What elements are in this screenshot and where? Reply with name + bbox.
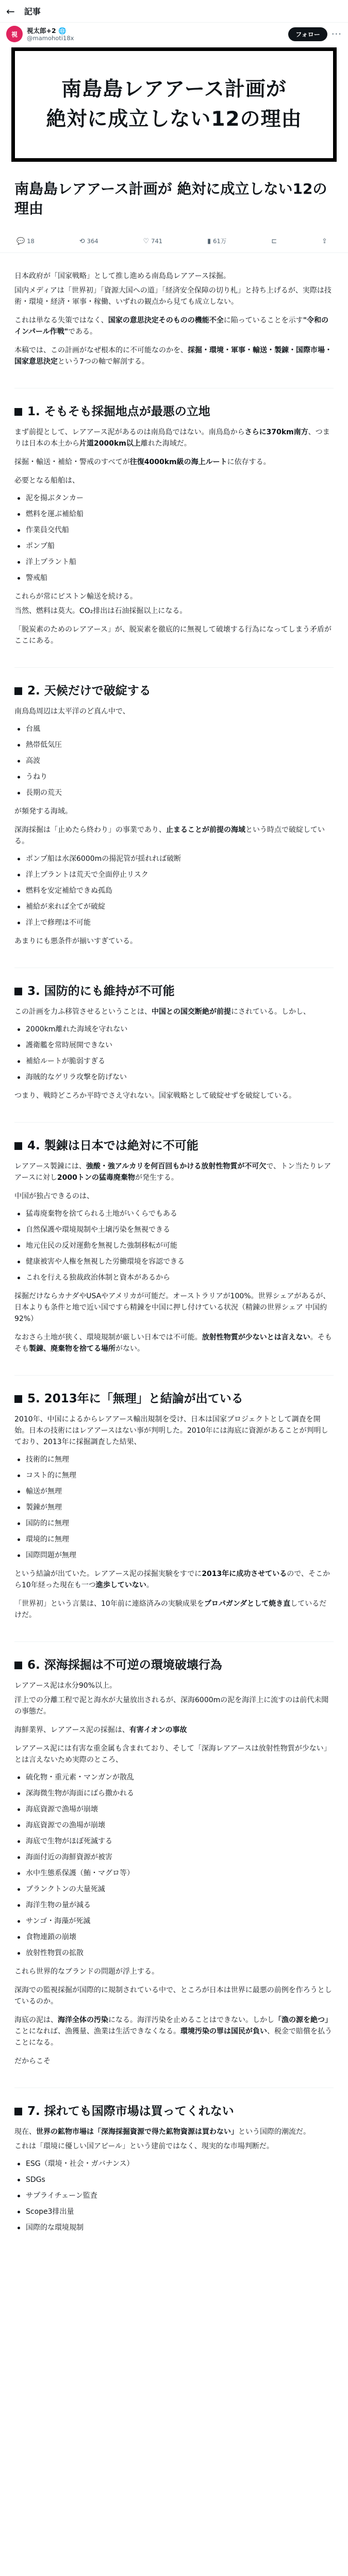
square-bullet-icon [14, 1142, 22, 1150]
paragraph: これらが常にピストン輸送を続ける。 [14, 592, 137, 601]
list-item: 2000km離れた海域を守れない [14, 1024, 334, 1035]
author-names [27, 27, 288, 42]
list-item: 作業員交代船 [14, 524, 334, 536]
paragraph: 当然、燃料は莫大。CO₂排出は石油採掘以上になる。 [14, 607, 187, 615]
list-item: 地元住民の反対運動を無視した強制移転が可能 [14, 1240, 334, 1251]
bookmark-icon: ⊏ [271, 237, 277, 245]
list-item: Scope3排出量 [14, 2206, 334, 2217]
list-item: 国際的な環境規制 [14, 2222, 334, 2233]
list-item: ESG（環境・社会・ガバナンス） [14, 2158, 334, 2170]
bullet-list [14, 2158, 334, 2233]
paragraph: 中国が独占できるのは、 [14, 1192, 94, 1200]
list-item: 泥を揚ぶタンカー [14, 493, 334, 504]
engagement-bar [14, 237, 334, 245]
back-arrow-icon[interactable]: ← [6, 5, 15, 18]
list-item: コスト的に無理 [14, 1470, 334, 1481]
view-count: 61万 [213, 238, 227, 245]
list-item: 警戒船 [14, 572, 334, 584]
paragraph: まず前提として、レアアース泥があるのは南鳥島ではない。南鳥島からさらに370km南方、つまりは日本の本土から片道2000km以上離れた海域だ。 [14, 428, 330, 448]
reply-button[interactable] [16, 238, 35, 245]
share-button[interactable] [322, 238, 327, 245]
section-heading: 6. 深海採掘は不可逆の環境破壊行為 [14, 1641, 334, 1673]
bullet-list [14, 723, 334, 799]
paragraph: この計画を力ふ移管させるということは、中国との国交断絶が前提にされている。しかし、 [14, 1008, 310, 1016]
bookmark-button[interactable] [271, 238, 277, 245]
list-item: 自然保護や環境規制や土壌汚染を無視できる [14, 1224, 334, 1235]
repost-count: 364 [87, 238, 98, 245]
section-heading: 4. 製錬は日本では絶対に不可能 [14, 1122, 334, 1154]
cover-image [11, 47, 337, 162]
list-item: 補給ルートが脆弱すぎる [14, 1056, 334, 1067]
paragraph: 国内メディアは「世界初」「資源大国への道」「経済安全保障の切り札」と持ち上げるが、実際は技術・環境・経済・軍事・稼働、いずれの観点から見ても成立しない。 [14, 286, 332, 306]
paragraph: だからこそ [14, 2057, 51, 2065]
list-item: SDGs [14, 2174, 334, 2185]
paragraph: 深海での監視採掘が国際的に規制されている中で、ところが日本は世界に最悪の前例を作ろうとしているのか。 [14, 1986, 332, 2006]
views-button[interactable] [207, 237, 226, 245]
list-item: ポンプ船は水深6000mの揚泥管が揺れれば破断 [14, 853, 334, 865]
paragraph: レアアース製錬には、強酸・強アルカリを何百回もかける放射性物質が不可欠で、トン当たりレアアースに対し2000トンの猛毒廃棄物が発生する。 [14, 1162, 332, 1182]
list-item: 硫化物・重元素・マンガンが散乱 [14, 1772, 334, 1783]
list-item: 洋上プラント船 [14, 556, 334, 568]
list-item: 海洋生物の量が減る [14, 1900, 334, 1911]
list-item: 海底資源での漁場が崩壊 [14, 1820, 334, 1831]
avatar[interactable]: 視 [6, 26, 23, 42]
paragraph: 深海採掘は「止めたら終わり」の事業であり、止まることが前提の海域という時点で破綻している。 [14, 826, 325, 845]
list-item: 国際問題が無理 [14, 1550, 334, 1561]
list-item: 燃料を安定補給できぬ孤島 [14, 885, 334, 896]
section-heading: 5. 2013年に「無理」と結論が出ている [14, 1375, 334, 1406]
article-content [0, 179, 348, 2233]
views-icon: ▮ [207, 237, 211, 245]
list-item: プランクトンの大量死滅 [14, 1884, 334, 1895]
divider [0, 252, 348, 253]
bullet-list [14, 1024, 334, 1083]
paragraph: レアアース泥は水分90%以上。 [14, 1682, 117, 1690]
paragraph: 本稿では、この計画がなぜ根本的に不可能なのかを、採掘・環境・軍事・輸送・製錬・国際市場・国家意思決定という7つの軸で解剖する。 [14, 346, 332, 366]
heart-icon: ♡ [143, 237, 150, 245]
list-item: 深海微生物が海面にばら撒かれる [14, 1788, 334, 1799]
paragraph: これは「環境に優しい国アピール」という建前ではなく、現実的な市場判断だ。 [14, 2142, 274, 2150]
list-item: うねり [14, 771, 334, 783]
top-bar [0, 0, 348, 23]
repost-icon: ⟲ [79, 237, 85, 245]
paragraph: 「脱炭素のためのレアアース」が、脱炭素を徹底的に無視して破壊する行為になってしまう矛盾がここにある。 [14, 625, 332, 645]
list-item: 製錬が無理 [14, 1502, 334, 1513]
list-item: 洋上で修理は不可能 [14, 917, 334, 928]
list-item: 食物連鎖の崩壊 [14, 1931, 334, 1943]
repost-button[interactable] [79, 238, 98, 245]
square-bullet-icon [14, 2108, 22, 2115]
paragraph: が頻発する海域。 [14, 807, 72, 816]
paragraph: という結論が出ていた。レアアース泥の採掘実験をすでに2013年に成功させているので、そこから10年経った現在も一つ進歩していない。 [14, 1570, 330, 1589]
section-heading: 1. そもそも採掘地点が最悪の立地 [14, 388, 334, 419]
reply-icon: 💬 [16, 237, 25, 245]
list-item: 環境的に無理 [14, 1534, 334, 1545]
paragraph: 日本政府が「国家戦略」として推し進める南島島レアアース採掘。 [14, 272, 230, 280]
square-bullet-icon [14, 408, 22, 416]
cover-line-1: 南島島レアアース計画が [61, 78, 287, 101]
square-bullet-icon [14, 1395, 22, 1403]
bullet-list [14, 1454, 334, 1561]
paragraph: 2010年、中国によるからレアアース輸出規制を受け、日本は国家プロジェクトとして調査を開始。日本の技術にはレアアースはない事が判明した。2010年には海底に資源があることが判明しており、2013年に採掘調査した結果、 [14, 1415, 328, 1446]
paragraph: なおさら土地が狭く、環境規制が厳しい日本では不可能。放射性物質が少ないとは言えない。そもそも製錬、廃棄物を捨てる場所がない。 [14, 1333, 332, 1353]
paragraph: 必要となる船舶は、 [14, 477, 79, 485]
paragraph: 採掘だけならカナダやUSAやアメリカが可能だ。オーストラリアが100%。世界シェアがあるが、日本よりも条件と地で近い国ですら精錬を中国に押し付けている状況（精錬の世界シェア 中国約92%） [14, 1292, 330, 1323]
bullet-list [14, 1208, 334, 1283]
list-item: ポンプ船 [14, 540, 334, 552]
cover-inner [15, 51, 333, 158]
paragraph: あまりにも悪条件が揃いすぎている。 [14, 937, 137, 945]
like-button[interactable] [143, 238, 163, 245]
section-heading: 2. 天候だけで破綻する [14, 667, 334, 699]
bullet-list [14, 1772, 334, 1959]
paragraph: つまり、戦時どころか平時でさえ守れない。国家戦略として破綻せずを破綻している。 [14, 1092, 296, 1100]
list-item: 高波 [14, 755, 334, 767]
list-item: 燃料を運ぶ補給船 [14, 509, 334, 520]
paragraph: 現在、世界の鉱物市場は「深海採掘資源で得た鉱物資源は買わない」という国際的潮流だ。 [14, 2128, 310, 2136]
list-item: 輸送が無理 [14, 1486, 334, 1497]
bullet-list [14, 493, 334, 584]
follow-button[interactable]: フォロー [288, 27, 327, 41]
more-options-icon[interactable]: ··· [331, 28, 342, 40]
paragraph: 洋上での分離工程で泥と海水が大量放出されるが、深海6000mの泥を海洋上に流すのは前代未聞の事態だ。 [14, 1696, 329, 1716]
list-item: サンゴ・海藻が死滅 [14, 1916, 334, 1927]
list-item: 海底資源で漁場が崩壊 [14, 1804, 334, 1815]
list-item: これを行える独裁政治体制と資本があるから [14, 1272, 334, 1283]
list-item: 洋上プラントは荒天で全面停止リスク [14, 869, 334, 880]
list-item: 国防的に無理 [14, 1518, 334, 1529]
list-item: サプライチェーン監査 [14, 2190, 334, 2201]
paragraph: 南鳥島周辺は太平洋のど真ん中で、 [14, 707, 130, 716]
square-bullet-icon [14, 1662, 22, 1669]
list-item: 補給が来れば全てが破綻 [14, 901, 334, 912]
author-name[interactable]: 視太郎+2 🌐 [27, 26, 67, 35]
section-heading: 7. 採れても国際市場は買ってくれない [14, 2088, 334, 2119]
author-handle: @mamohoti18x [27, 34, 74, 42]
list-item: 健康被害や人権を無視した労働環境を容認できる [14, 1256, 334, 1267]
reply-count: 18 [27, 238, 35, 245]
list-item: 猛毒廃棄物を捨てられる土地がいくらでもある [14, 1208, 334, 1219]
paragraph: 海底の泥は、海洋全体の汚染になる。海洋汚染を止めることはできない。しかし「漁の源を絶つ」ことになれば、漁獲量、漁業は生活できなくなる。環境汚染の罪は国民が負い、税金で賠償を払うことになる。 [14, 2016, 332, 2047]
article-title: 南島島レアアース計画が 絶対に成立しない12の理由 [14, 180, 327, 217]
list-item: 技術的に無理 [14, 1454, 334, 1465]
section-heading: 3. 国防的にも維持が不可能 [14, 968, 334, 999]
list-item: 放射性物質の拡散 [14, 1947, 334, 1959]
square-bullet-icon [14, 687, 22, 695]
paragraph: これら世界的なブランドの問題が浮上する。 [14, 1968, 159, 1976]
cover-line-2: 絶対に成立しない12の理由 [46, 108, 302, 131]
square-bullet-icon [14, 988, 22, 995]
list-item: 海面付近の海鮮資源が被害 [14, 1852, 334, 1863]
author-row [0, 23, 348, 45]
list-item: 海賊的なゲリラ攻撃を防げない [14, 1072, 334, 1083]
list-item: 熱帯低気圧 [14, 739, 334, 751]
paragraph: 「世界初」という言葉は、10年前に連絡済みの実験成果をプロパガンダとして焼き直しているだけだ。 [14, 1600, 327, 1619]
list-item: 水中生態系保護（鮪・マグロ等） [14, 1868, 334, 1879]
bullet-list [14, 853, 334, 928]
page-title: 記事 [24, 7, 41, 16]
share-icon: ⇪ [322, 237, 327, 245]
list-item: 台風 [14, 723, 334, 735]
list-item: 海底で生物がほぼ死滅する [14, 1836, 334, 1847]
paragraph: これは単なる失策ではなく、国家の意思決定そのものの機能不全に陥っていることを示す"令和のインパール作戦"である。 [14, 316, 329, 336]
paragraph: 海鮮業界、レアアース泥の採掘は、有害イオンの事故 [14, 1726, 187, 1734]
paragraph: レアアース泥には有害な重金属も含まれており、そして「深海レアアースは放射性物質が少ない」とは言えないため実際のところ、 [14, 1744, 331, 1764]
list-item: 護衛艦を常時展開できない [14, 1040, 334, 1051]
paragraph: 採掘・輸送・補給・警戒のすべてが往復4000km級の海上ルートに依存する。 [14, 458, 271, 466]
like-count: 741 [151, 238, 163, 245]
list-item: 長期の荒天 [14, 787, 334, 799]
